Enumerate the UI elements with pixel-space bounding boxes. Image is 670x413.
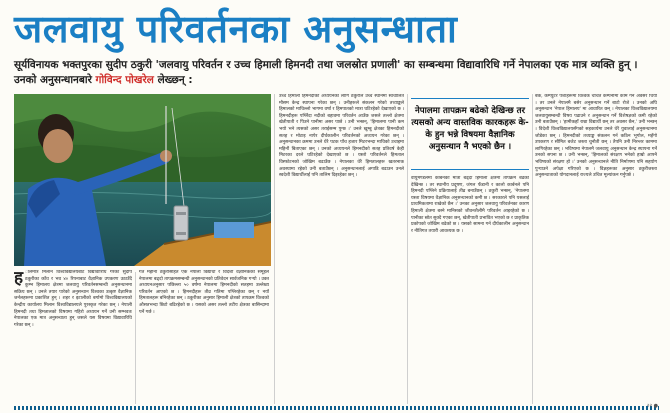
- column-divider: [532, 94, 533, 404]
- researcher-photo: [14, 94, 271, 266]
- column-e-text: बैंक, कम्प्युटर पेशाहरूमा विश्वकै चर्चित कम्पनीमा काम गर्ने अवसर थियो । तर उनले नेपालमै बसेर अनुसन्धान गर्ने बाटो रोजे । उनको अघि अनुसन्धान 'नेपाल हिमालय' मा आधारित छन् । नेपालका विश्वविद्यालयमा जलवायुसम्बन्धी विषय पढाउने र अनुसन्धान गर्ने विशेषज्ञको कमी रहेको उनी बताउँछन् । 'हामीकहाँ राम्रा विद्यार्थी छन् तर अवसर छैन,' उनी भन्छन् । विदेशी विश्वविद्यालयसँगको सहकार्यमा उनले धेरै युवालाई अनुसन्धानमा जोडेका छन् । हिमनदीको तथ्याङ्क संकलन गर्न कठिन भूगोल, महँगो उपकरण र सीमित बजेट जस्ता चुनौती छन् । तैपनि उनी निरन्तर काममा लागिरहेका छन् । भविष्यमा नेपालमै जलवायु अनुसन्धान केन्द्र स्थापना गर्ने उनको सपना छ । उनी भन्छन्, 'हिमालको संरक्षण भनेको हाम्रो आफ्नै भविष्यको संरक्षण हो ।' उनको अनुसन्धानले नीति निर्माणमा पनि सहयोग पुर्‍याउने अपेक्षा गरिएको छ । विज्ञहरूका अनुसार ठकुरीजस्ता अनुसन्धाताको योगदानलाई राज्यले उचित मूल्यांकन गर्नुपर्छ ।: [535, 94, 657, 179]
- pull-quote: नेपालमा तापक्रम बढेको देखिन्छ तर त्यसको अन्य वास्तविक कारकहरू के-के हुन भन्ने विषयमा वैज्ञानिक अनुसन्धान नै भएको छैन ।: [411, 98, 529, 170]
- photo-illustration: [14, 94, 271, 266]
- dropcap: ह: [14, 270, 24, 288]
- column-divider: [407, 94, 408, 404]
- intro-suffix: लेख्छन् :: [157, 74, 193, 86]
- column-b-text: गत महीना ठकुरीसहित एक नेपाली विद्यार्थी र विदेशी वैज्ञानिकको समूहले नेपालमा बढ्दो तापक्रमसम्बन्धी अनुसन्धानको प्रतिवेदन सार्वजनिक गर्‍यो । उक्त अध्ययनअनुसार पछिल्ला ५० वर्षमा नेपालमा हिमनदीको सतहमा उल्लेख्य परिवर्तन आएको छ । हिमनदीहरू तीव्र गतिमा पग्लिरहेका छन् र नयाँ हिमतालहरू बनिरहेका छन् । ठकुरीका अनुसार हिमाली क्षेत्रको तापक्रम विश्वको औसतभन्दा छिटो बढिरहेको छ । यसको असर तल्लो तटीय क्षेत्रका बासिन्दामा पर्ने गर्छ ।: [139, 270, 269, 315]
- column-divider: [135, 272, 136, 404]
- column-d-text: वायुमण्डलमा कार्बनको मात्रा बढ्दा हिमाली क्षेत्रमा तापक्रम बढेको देखिन्छ । तर स्थानीय प्रदूषण, जंगल फँडानी र कालो कार्बनले पनि हिमनदी पग्लिने प्रक्रियालाई तीव्र बनाउँछन् । ठकुरी भन्छन्, 'नेपालमा यस्ता विषयमा वैज्ञानिक अनुसन्धानको कमी छ । सरकारले पनि यसलाई प्राथमिकतामा राखेको छैन ।' उनका अनुसार जलवायु परिवर्तनका कारण हिमाली क्षेत्रमा बस्ने मानिसको जीवनशैलीमै परिवर्तन आइरहेको छ । पानीका स्रोत सुक्दै गएका छन्, खेतीपाती प्रभावित भएको छ र प्राकृतिक प्रकोपको जोखिम बढेको छ । यसको सामना गर्न दीर्घकालीन अनुसन्धान र नीतिगत तयारी आवश्यक छ ।: [411, 176, 529, 234]
- intro-paragraph: [14, 58, 659, 88]
- column-divider: [274, 94, 275, 404]
- column-b: [139, 270, 269, 405]
- author-name: गोविन्द पोखरेल: [95, 74, 154, 86]
- column-c-text: उच्च हिमाली हिमनदीको अध्ययनका लागि ठकुरीले उच्च स्थानमा स्वचालित मौसम केन्द्र स्थापना गरेका छन् । उनीहरूले संकलन गरेको तथ्याङ्कले हिमालको माथिल्लो भागमा वर्षा र हिमपातको मात्रा घटिरहेको देखाएको छ । हिमनदीहरू पग्लिँदा नदीको बहावमा परिवर्तन आउँछ जसले तल्लो क्षेत्रमा खेतीपाती र पिउने पानीमा असर पार्छ । उनी भन्छन्, 'हिमालमा पानी कम भयो भने त्यसको असर तराईसम्म पुग्छ ।' उनले खुम्बु क्षेत्रका हिमनदीको सतह र मोटाइ नापेर दीर्घकालीन परिवर्तनको अध्ययन गरेका छन् । अनुसन्धानका क्रममा उनले धेरै पटक पाँच हजार मिटरभन्दा माथिको उचाइमा महिनौं बिताएका छन् । उनको अध्ययनले हिमनदीको सतह प्रतिवर्ष केही मिटरका दरले घटिरहेको देखाएको छ । यस्तो परिवर्तनले हिमताल विस्फोटनको जोखिम बढाउँछ । नेपालका धेरै हिमतालहरू खतरनाक अवस्थामा रहेको उनी बताउँछन् । अनुसन्धानलाई अगाडि बढाउन उनले स्वदेशी विद्यार्थीलाई पनि तालिम दिइरहेका छन् ।: [279, 94, 404, 179]
- footer-bar: [14, 406, 659, 410]
- column-a-text: ालैमात्र मिलान विश्वविद्यालयबाट विद्यावारिधि गरेका सुदीप ठकुरीका काँध र भव ४० रिपनाबाट वैज्ञानिक उपकरण उठाउँदै कुम्भ हिमालय क्षेत्रमा जलवायु परिवर्तनसम्बन्धी अनुसन्धानमा सक्रिय छन् । उनले तयार पारेको अनुसन्धान विश्वका उत्कृष्ट वैज्ञानिक जर्नलहरूमा प्रकाशित हुन् । शहर र इटालीको बर्गामो विश्वविद्यालयको केन्द्रीय कार्यालय मिलान विश्वविद्यालयले पुरस्कृत गरेका छन् । नेपाली हिमनदी तथा हिमतालको विषयमा गहिरो अध्ययन गर्ने उनी सम्भवतः नेपालका एक मात्र अनुसन्धाता हुन् जसले यस विषयमा विद्यावारिधि गरेका छन् ।: [14, 270, 132, 328]
- headline: जलवायु परिवर्तनका अनुसन्धाता: [14, 7, 458, 51]
- column-c: [279, 94, 404, 404]
- column-a: [14, 270, 132, 405]
- page-number: २२ ●: [646, 403, 658, 409]
- intro-text: सूर्यविनायक भक्तपुरका सुदीप ठकुरी 'जलवायु परिवर्तन र उच्च हिमाली हिमनदी तथा जलस्रोत प्रणाली' का सम्बन्धमा विद्यावारिधि गर्ने नेपालका एक मात्र व्यक्ति हुन् । उनको अनुसन्धानबारे: [14, 59, 638, 86]
- column-d: [411, 176, 529, 404]
- column-e: [535, 94, 657, 404]
